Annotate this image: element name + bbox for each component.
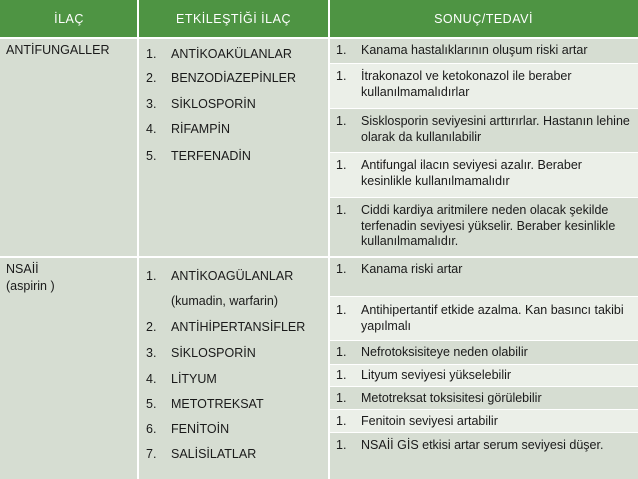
result-text: Sisklosporin seviyesini arttırırlar. Hastanın lehine olarak da kullanılabilir <box>361 114 630 144</box>
group-2-interactions-cell <box>138 257 329 479</box>
grid-divider <box>0 256 638 258</box>
group-1-result-5 <box>336 203 632 250</box>
group-1-interaction-2 <box>146 71 296 86</box>
group-1-result-3 <box>336 114 632 145</box>
group-2-interaction-7 <box>146 447 256 462</box>
group-2-drug-name: NSAİİ <box>6 262 39 276</box>
group-2-interaction-6 <box>146 422 229 437</box>
interaction-text: BENZODİAZEPİNLER <box>171 71 297 85</box>
interaction-number: 5. <box>146 397 157 411</box>
group-1-interaction-1 <box>146 47 292 62</box>
result-number: 1. <box>336 262 347 276</box>
result-text: NSAİİ GİS etkisi artar serum seviyesi düşer. <box>361 438 604 452</box>
result-number: 1. <box>336 203 347 217</box>
group-1-result-4 <box>336 158 632 189</box>
interaction-number: 3. <box>146 97 157 111</box>
interaction-text: METOTREKSAT <box>171 397 264 411</box>
grid-divider <box>329 296 638 297</box>
group-2-interaction-3 <box>146 346 256 361</box>
grid-divider <box>137 0 139 479</box>
interaction-number: 4. <box>146 372 157 386</box>
interaction-text: LİTYUM <box>171 372 217 386</box>
group-1-interaction-3 <box>146 97 256 112</box>
group-2-interaction-5 <box>146 397 264 412</box>
interaction-text: (kumadin, warfarin) <box>171 294 278 308</box>
grid-divider <box>329 432 638 433</box>
group-2-result-2 <box>336 303 632 334</box>
grid-divider <box>329 63 638 64</box>
group-2-interaction-1 <box>146 269 293 284</box>
grid-divider <box>328 0 330 479</box>
result-text: Ciddi kardiya aritmilere neden olacak şekilde terfenadin seviyesi yükselir. Beraber kesinlikle kullanılmamalıdır. <box>361 203 616 248</box>
result-text: Antifungal ilacın seviyesi azalır. Beraber kesinlikle kullanılmamalıdır <box>361 158 582 188</box>
group-2-interaction-sub <box>146 294 278 309</box>
interaction-number: 2. <box>146 71 157 85</box>
group-1-interaction-5 <box>146 149 251 164</box>
interaction-text: ANTİKOAGÜLANLAR <box>171 269 294 283</box>
result-number: 1. <box>336 438 347 452</box>
grid-divider <box>0 37 638 39</box>
group-1-drug-name: ANTİFUNGALLER <box>6 43 110 57</box>
interaction-text: SİKLOSPORİN <box>171 97 256 111</box>
interaction-number: 1. <box>146 47 157 61</box>
group-2-result-5 <box>336 391 632 407</box>
interaction-text: TERFENADİN <box>171 149 251 163</box>
header-drug <box>0 0 138 38</box>
grid-divider <box>329 197 638 198</box>
grid-divider <box>329 152 638 153</box>
result-text: Metotreksat toksisitesi görülebilir <box>361 391 542 405</box>
header-drug-label: İLAÇ <box>54 12 84 26</box>
result-text: Fenitoin seviyesi artabilir <box>361 414 498 428</box>
result-number: 1. <box>336 368 347 382</box>
result-text: Kanama hastalıklarının oluşum riski artar <box>361 43 588 57</box>
result-number: 1. <box>336 69 347 83</box>
interaction-text: RİFAMPİN <box>171 122 231 136</box>
grid-divider <box>329 340 638 341</box>
interaction-number: 7. <box>146 447 157 461</box>
interaction-number: 5. <box>146 149 157 163</box>
group-2-interaction-2 <box>146 320 305 335</box>
group-1-interaction-4 <box>146 122 230 137</box>
interaction-number: 4. <box>146 122 157 136</box>
header-result-treatment <box>329 0 638 38</box>
interaction-text: ANTİHİPERTANSİFLER <box>171 320 306 334</box>
grid-divider <box>329 364 638 365</box>
group-1-result-1 <box>336 43 632 59</box>
grid-divider <box>329 108 638 109</box>
result-text: Kanama riski artar <box>361 262 463 276</box>
header-result-label: SONUÇ/TEDAVİ <box>434 12 533 26</box>
interaction-number: 2. <box>146 320 157 334</box>
group-1-result-2 <box>336 69 632 100</box>
result-number: 1. <box>336 114 347 128</box>
group-2-result-7 <box>336 438 632 454</box>
header-interacting-drug-label: ETKİLEŞTİĞİ İLAÇ <box>176 12 291 26</box>
header-interacting-drug <box>138 0 329 38</box>
result-number: 1. <box>336 345 347 359</box>
result-number: 1. <box>336 158 347 172</box>
group-1-drug-cell <box>0 38 138 257</box>
result-text: İtrakonazol ve ketokonazol ile beraber kullanılmamalıdırlar <box>361 69 572 99</box>
grid-divider <box>329 409 638 410</box>
group-2-interaction-4 <box>146 372 217 387</box>
grid-divider <box>329 386 638 387</box>
result-text: Lityum seviyesi yükselebilir <box>361 368 512 382</box>
group-2-result-3 <box>336 345 632 361</box>
interaction-text: SALİSİLATLAR <box>171 447 257 461</box>
interaction-number: 6. <box>146 422 157 436</box>
group-2-result-1 <box>336 262 632 278</box>
result-number: 1. <box>336 43 347 57</box>
group-2-result-4 <box>336 368 632 384</box>
interaction-text: FENİTOİN <box>171 422 230 436</box>
result-number: 1. <box>336 391 347 405</box>
result-text: Nefrotoksisiteye neden olabilir <box>361 345 528 359</box>
interaction-text: SİKLOSPORİN <box>171 346 256 360</box>
interaction-text: ANTİKOAKÜLANLAR <box>171 47 292 61</box>
result-number: 1. <box>336 303 347 317</box>
result-number: 1. <box>336 414 347 428</box>
group-2-drug-subtitle: (aspirin ) <box>6 279 55 293</box>
interaction-number: 1. <box>146 269 157 283</box>
interaction-number: 3. <box>146 346 157 360</box>
group-2-result-6 <box>336 414 632 430</box>
result-text: Antihipertantif etkide azalma. Kan basıncı takibi yapılmalı <box>361 303 624 333</box>
